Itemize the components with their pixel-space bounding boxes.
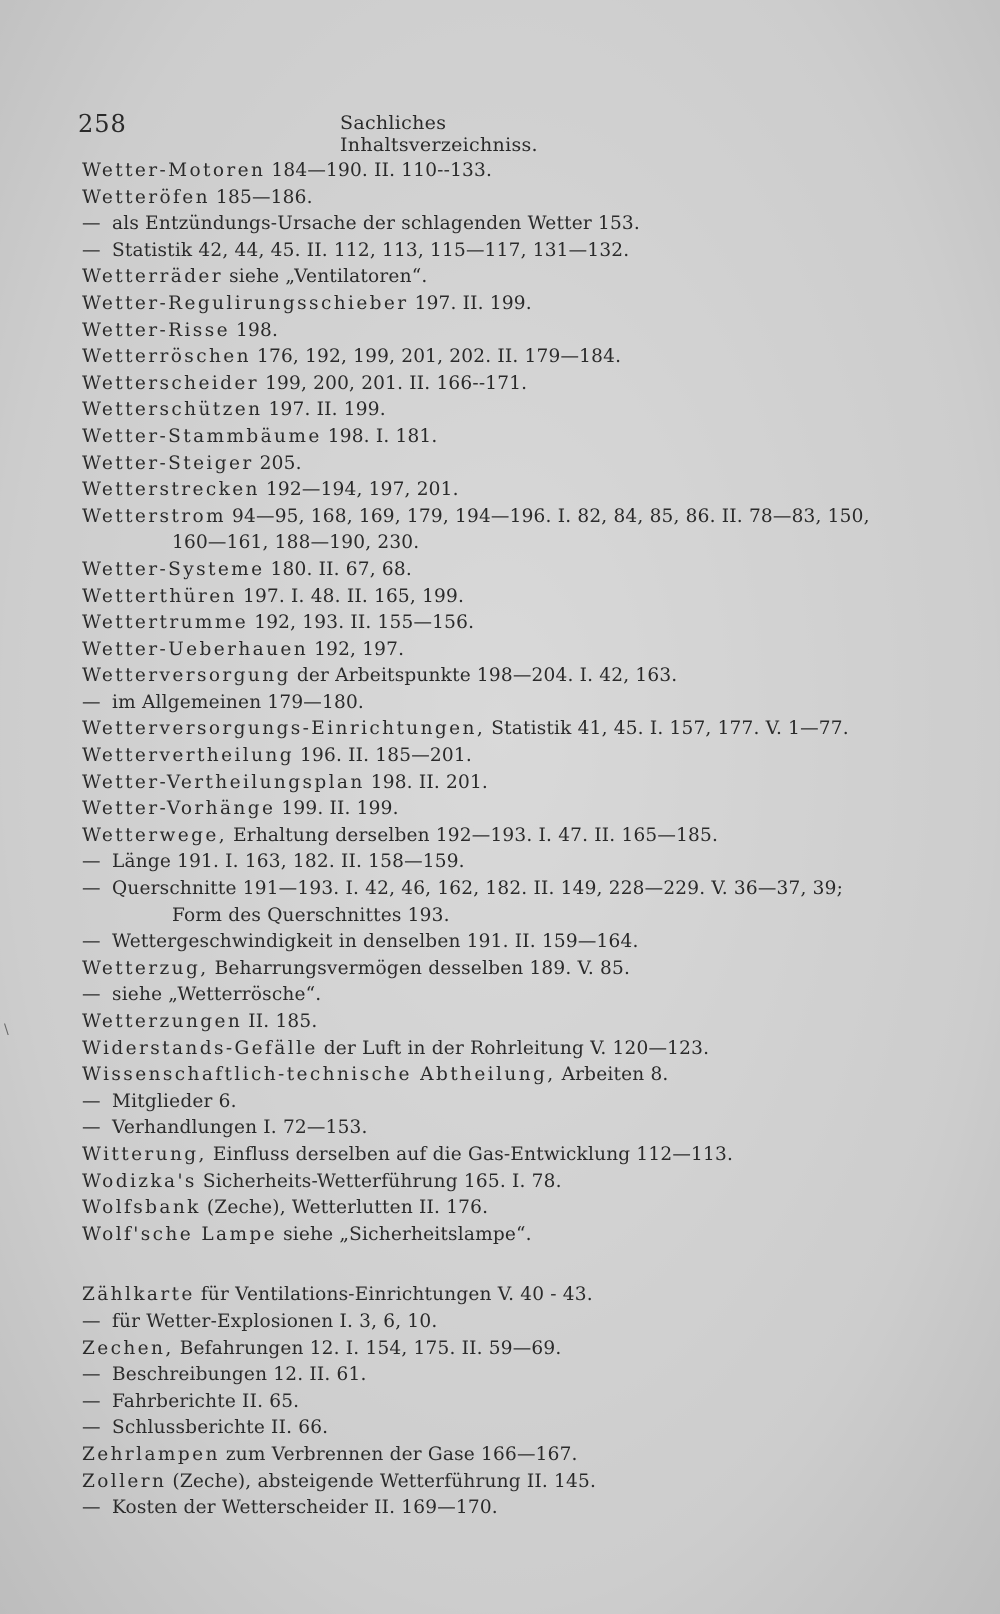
index-entry xyxy=(82,1009,982,1036)
index-entry xyxy=(82,1222,982,1249)
index-group-w xyxy=(82,158,982,1248)
index-entry xyxy=(82,158,982,185)
index-subentry xyxy=(82,238,982,265)
index-subentry xyxy=(82,982,982,1009)
entry-dash: — xyxy=(82,1390,101,1412)
index-entry xyxy=(82,451,982,478)
entry-dash: — xyxy=(82,1090,101,1112)
entry-headword: Wetter-Risse xyxy=(82,319,230,341)
entry-dash: — xyxy=(82,239,101,261)
entry-references: 199. II. 199. xyxy=(275,798,399,820)
index-entry-continuation xyxy=(82,530,982,557)
entry-dash: — xyxy=(82,1497,101,1519)
index-entry xyxy=(82,1336,982,1363)
index-entry xyxy=(82,318,982,345)
index-subentry xyxy=(82,211,982,238)
entry-references: 198. xyxy=(229,319,279,341)
index-entry xyxy=(82,956,982,983)
entry-headword: Wodizka's xyxy=(82,1170,197,1192)
entry-headword: Wetterröschen xyxy=(82,346,251,368)
entry-references: Länge 191. I. 163, 182. II. 158—159. xyxy=(112,851,465,873)
entry-headword: Wetterstrom xyxy=(82,505,226,527)
entry-dash: — xyxy=(82,1364,101,1386)
entry-headword: Wetteröfen xyxy=(82,186,210,208)
entry-references: Kosten der Wetterscheider II. 169—170. xyxy=(112,1497,498,1519)
entry-references: 197. II. 199. xyxy=(408,292,532,314)
entry-references: Schlussberichte II. 66. xyxy=(112,1417,329,1439)
entry-headword: Wetterräder xyxy=(82,266,224,288)
entry-references: 197. II. 199. xyxy=(262,399,386,421)
index-subentry xyxy=(82,1309,982,1336)
entry-references: Querschnitte 191—193. I. 42, 46, 162, 182. II. 149, 228—229. V. 36—37, 39; xyxy=(112,878,844,900)
entry-references: Wettergeschwindigkeit in denselben 191. II. 159—164. xyxy=(112,931,639,953)
index-entry xyxy=(82,1036,982,1063)
index-entry xyxy=(82,743,982,770)
entry-references: für Ventilations-Einrichtungen V. 40 - 43. xyxy=(194,1284,593,1306)
entry-headword: Wolf'sche Lampe xyxy=(82,1223,277,1245)
entry-headword: Wetter-Ueberhauen xyxy=(82,638,309,660)
entry-references: 94—95, 168, 169, 179, 194—196. I. 82, 84, 85, 86. II. 78—83, 150, xyxy=(225,505,870,527)
entry-headword: Wetterzungen xyxy=(82,1011,243,1032)
entry-references: 176, 192, 199, 201, 202. II. 179—184. xyxy=(250,346,622,368)
index-entry-continuation xyxy=(82,903,982,930)
page-number: 258 xyxy=(78,110,127,138)
index-entry xyxy=(82,371,982,398)
entry-references: Befahrungen 12. I. 154, 175. II. 59—69. xyxy=(173,1337,562,1359)
entry-headword: Wetterversorgungs-Einrichtungen, xyxy=(82,718,486,740)
index-entry xyxy=(82,344,982,371)
entry-headword: Wetter-Vertheilungsplan xyxy=(82,771,365,793)
entry-headword: Zollern xyxy=(82,1470,167,1492)
entry-dash: — xyxy=(82,851,101,873)
entry-references: 198. I. 181. xyxy=(321,425,438,447)
entry-headword: Wetter-Motoren xyxy=(82,160,266,181)
entry-references: 160—161, 188—190, 230. xyxy=(172,532,420,554)
entry-references: Verhandlungen I. 72—153. xyxy=(112,1117,368,1139)
entry-references: für Wetter-Explosionen I. 3, 6, 10. xyxy=(112,1310,438,1332)
index-entry xyxy=(82,770,982,797)
index-subentry xyxy=(82,1415,982,1442)
entry-headword: Wetter-Steiger xyxy=(82,452,254,474)
entry-dash: — xyxy=(82,1310,101,1332)
index-entry xyxy=(82,185,982,212)
entry-dash: — xyxy=(82,1117,101,1139)
index-subentry xyxy=(82,849,982,876)
index-entry xyxy=(82,477,982,504)
entry-dash: — xyxy=(82,878,101,900)
index-subentry xyxy=(82,1089,982,1116)
margin-mark: \ xyxy=(4,1022,9,1038)
entry-references: siehe „Sicherheitslampe“. xyxy=(277,1223,532,1245)
entry-references: der Arbeitspunkte 198—204. I. 42, 163. xyxy=(290,665,678,687)
entry-references: 192, 193. II. 155—156. xyxy=(248,612,475,634)
entry-headword: Wissenschaftlich-technische Abtheilung, xyxy=(82,1064,556,1086)
entry-references: 180. II. 67, 68. xyxy=(264,558,412,580)
index-subentry xyxy=(82,1389,982,1416)
index-entry xyxy=(82,610,982,637)
entry-references: Form des Querschnittes 193. xyxy=(172,904,450,926)
index-entry xyxy=(82,1062,982,1089)
entry-references: Beharrungsvermögen desselben 189. V. 85. xyxy=(208,957,631,979)
entry-headword: Wetter-Systeme xyxy=(82,558,265,580)
entry-references: 185—186. xyxy=(209,186,313,208)
index-entry xyxy=(82,424,982,451)
entry-headword: Wetterscheider xyxy=(82,372,259,394)
entry-references: der Luft in der Rohrleitung V. 120—123. xyxy=(317,1037,710,1059)
index-entries xyxy=(82,158,982,1522)
index-entry xyxy=(82,291,982,318)
entry-references: 198. II. 201. xyxy=(364,771,489,793)
entry-headword: Witterung, xyxy=(82,1143,207,1165)
index-entry xyxy=(82,823,982,850)
entry-references: Statistik 42, 44, 45. II. 112, 113, 115—117, 131—132. xyxy=(112,239,630,261)
running-head: Sachliches Inhaltsverzeichniss. xyxy=(340,112,538,156)
entry-references: Sicherheits-Wetterführung 165. I. 78. xyxy=(196,1170,562,1192)
index-subentry xyxy=(82,876,982,903)
index-entry xyxy=(82,663,982,690)
index-subentry xyxy=(82,1495,982,1522)
index-subentry xyxy=(82,1115,982,1142)
entry-references: Arbeiten 8. xyxy=(555,1064,669,1086)
index-entry xyxy=(82,1142,982,1169)
entry-headword: Widerstands-Gefälle xyxy=(82,1037,318,1059)
entry-dash: — xyxy=(82,984,101,1006)
entry-headword: Wetterthüren xyxy=(82,585,237,607)
index-entry xyxy=(82,1469,982,1496)
entry-references: 184—190. II. 110--133. xyxy=(265,160,493,181)
entry-headword: Wetterschützen xyxy=(82,399,263,421)
index-entry xyxy=(82,1442,982,1469)
entry-headword: Wetterversorgung xyxy=(82,665,291,687)
index-entry xyxy=(82,584,982,611)
index-entry xyxy=(82,1169,982,1196)
page-header xyxy=(78,110,638,156)
entry-headword: Zechen, xyxy=(82,1337,174,1359)
entry-headword: Wetterstrecken xyxy=(82,479,260,501)
entry-references: siehe „Ventilatoren“. xyxy=(223,266,428,288)
index-subentry xyxy=(82,1362,982,1389)
entry-references: 197. I. 48. II. 165, 199. xyxy=(236,585,465,607)
entry-headword: Wetter-Stammbäume xyxy=(82,425,322,447)
index-subentry xyxy=(82,929,982,956)
entry-references: Erhaltung derselben 192—193. I. 47. II. 165—185. xyxy=(226,824,719,846)
entry-headword: Wettervertheilung xyxy=(82,745,294,767)
entry-headword: Wetterzug, xyxy=(82,957,209,979)
index-entry xyxy=(82,264,982,291)
entry-references: Beschreibungen 12. II. 61. xyxy=(112,1364,367,1386)
entry-references: 192, 197. xyxy=(308,638,405,660)
entry-headword: Wetter-Regulirungsschieber xyxy=(82,292,409,314)
entry-references: Mitglieder 6. xyxy=(112,1090,237,1112)
entry-references: 205. xyxy=(253,452,302,474)
entry-dash: — xyxy=(82,1417,101,1439)
index-entry xyxy=(82,1282,982,1309)
entry-references: im Allgemeinen 179—180. xyxy=(112,691,364,713)
index-entry xyxy=(82,397,982,424)
entry-references: 192—194, 197, 201. xyxy=(259,479,459,501)
entry-headword: Zählkarte xyxy=(82,1284,195,1306)
index-group-z xyxy=(82,1282,982,1521)
entry-headword: Wetterwege, xyxy=(82,824,227,846)
entry-references: 196. II. 185—201. xyxy=(293,745,472,767)
entry-references: II. 185. xyxy=(242,1011,318,1032)
entry-headword: Wolfsbank xyxy=(82,1197,201,1219)
index-entry xyxy=(82,796,982,823)
entry-headword: Wettertrumme xyxy=(82,612,249,634)
entry-references: Fahrberichte II. 65. xyxy=(112,1390,300,1412)
index-entry xyxy=(82,716,982,743)
entry-references: Einfluss derselben auf die Gas-Entwicklung 112—113. xyxy=(206,1143,734,1165)
entry-headword: Wetter-Vorhänge xyxy=(82,798,276,820)
index-entry xyxy=(82,637,982,664)
entry-dash: — xyxy=(82,213,101,235)
entry-references: (Zeche), absteigende Wetterführung II. 145. xyxy=(166,1470,597,1492)
entry-references: zum Verbrennen der Gase 166—167. xyxy=(219,1443,578,1465)
entry-references: siehe „Wetterrösche“. xyxy=(112,984,322,1006)
entry-references: Statistik 41, 45. I. 157, 177. V. 1—77. xyxy=(485,718,849,740)
entry-dash: — xyxy=(82,931,101,953)
index-entry xyxy=(82,1195,982,1222)
entry-references: (Zeche), Wetterlutten II. 176. xyxy=(200,1197,489,1219)
entry-references: als Entzündungs-Ursache der schlagenden Wetter 153. xyxy=(112,213,640,235)
index-subentry xyxy=(82,690,982,717)
index-entry xyxy=(82,504,982,531)
entry-headword: Zehrlampen xyxy=(82,1443,220,1465)
entry-references: 199, 200, 201. II. 166--171. xyxy=(258,372,528,394)
group-spacer xyxy=(82,1248,982,1282)
index-entry xyxy=(82,557,982,584)
entry-dash: — xyxy=(82,691,101,713)
